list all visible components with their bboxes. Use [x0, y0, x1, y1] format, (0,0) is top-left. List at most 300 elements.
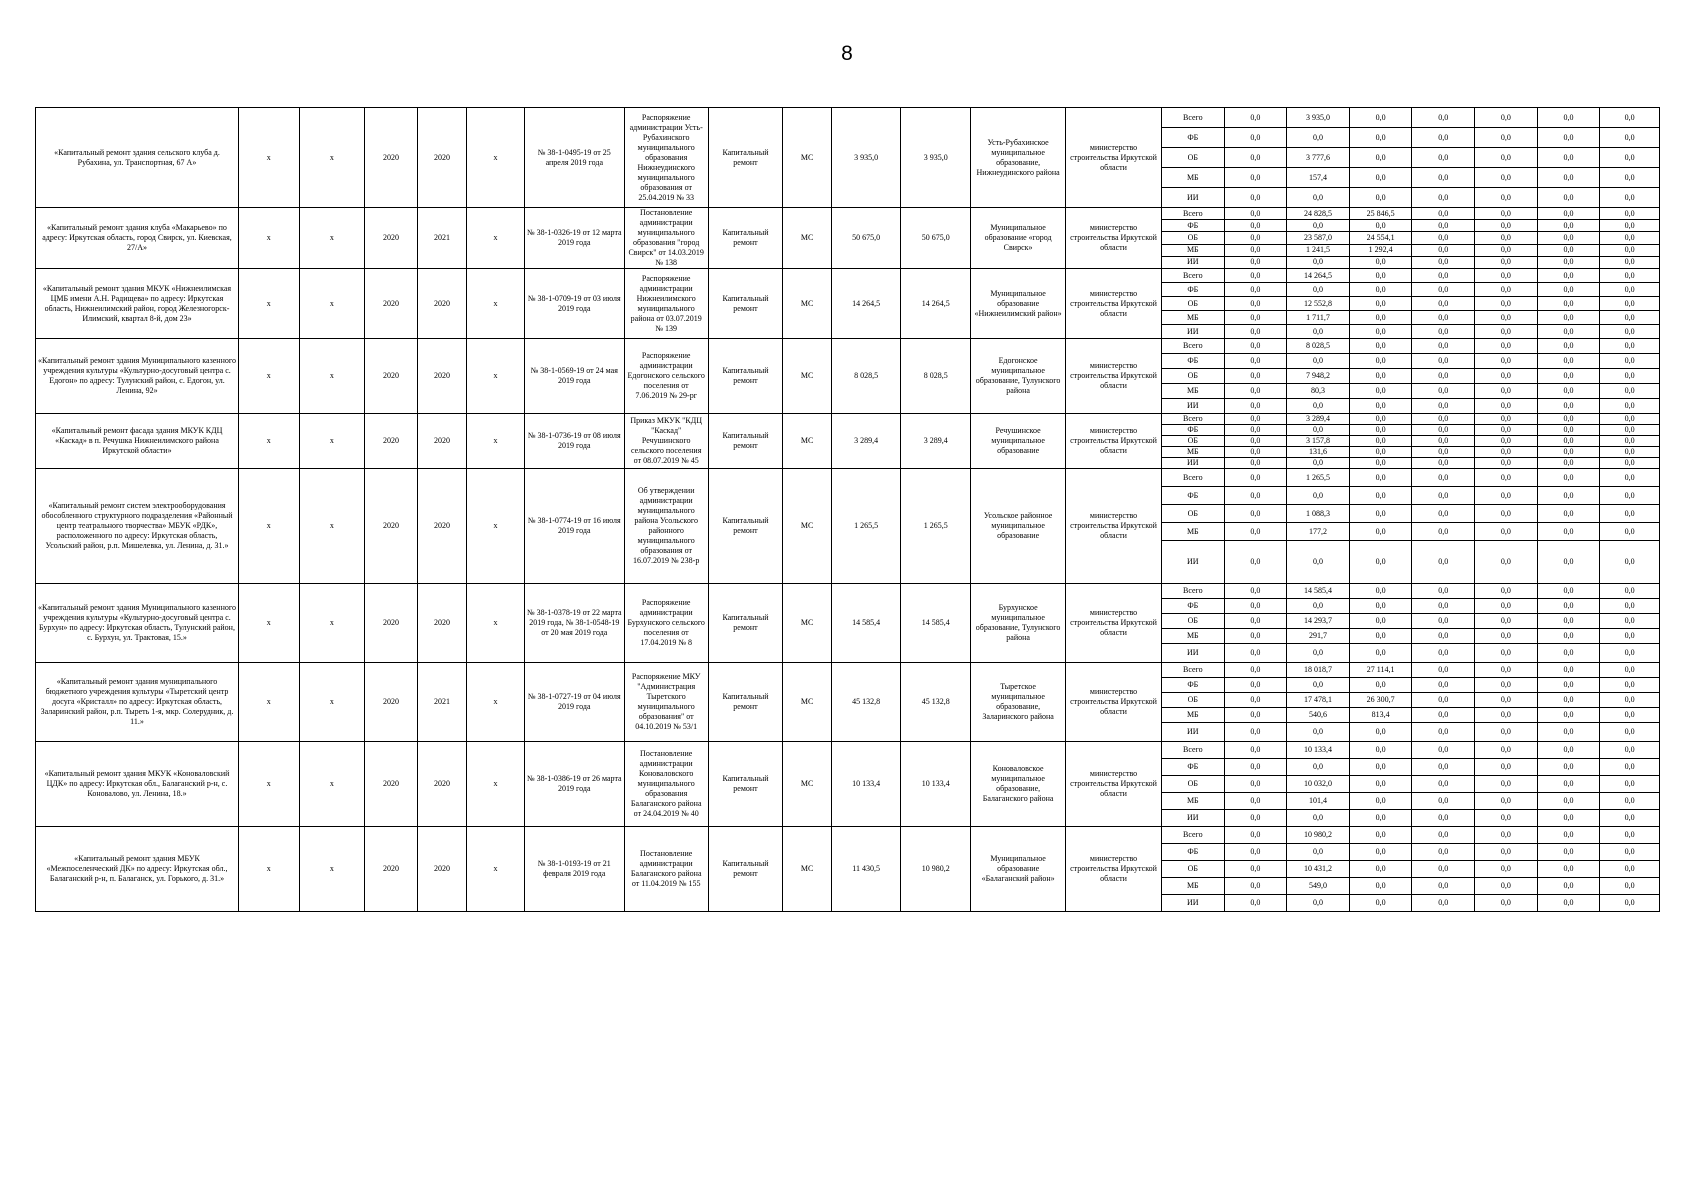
cell-ministry: министерство строительства Иркутской области	[1066, 827, 1162, 912]
amount-cell: 0,0	[1600, 128, 1660, 148]
funding-source-label: МБ	[1162, 708, 1225, 723]
cell-ministry: министерство строительства Иркутской области	[1066, 584, 1162, 663]
amount-cell: 0,0	[1224, 878, 1287, 895]
amount-cell: 0,0	[1287, 487, 1350, 505]
amount-cell: 0,0	[1537, 844, 1600, 861]
amount-cell: 0,0	[1412, 128, 1475, 148]
amount-cell: 0,0	[1412, 220, 1475, 232]
amount-cell: 0,0	[1475, 220, 1538, 232]
amount-cell: 0,0	[1349, 584, 1412, 599]
amount-cell: 0,0	[1349, 742, 1412, 759]
amount-cell: 0,0	[1600, 487, 1660, 505]
cell-expertise: № 38-1-0495-19 от 25 апреля 2019 года	[524, 108, 624, 208]
cell-decision: Распоряжение МКУ "Администрация Тыретского муниципального образования" от 04.10.2019 № 53/1	[624, 663, 708, 742]
amount-cell: 0,0	[1537, 614, 1600, 629]
amount-cell: 0,0	[1224, 487, 1287, 505]
funding-source-label: МБ	[1162, 878, 1225, 895]
amount-cell: 0,0	[1537, 283, 1600, 297]
amount-cell: 0,0	[1537, 861, 1600, 878]
cell-cost: 1 265,5	[831, 469, 901, 584]
cell-cost2: 45 132,8	[901, 663, 971, 742]
cell-cost: 11 430,5	[831, 827, 901, 912]
cell-c2: x	[239, 663, 300, 742]
funding-source-label: Всего	[1162, 108, 1225, 128]
amount-cell: 0,0	[1224, 810, 1287, 827]
amount-cell: 0,0	[1600, 108, 1660, 128]
amount-cell: 0,0	[1412, 614, 1475, 629]
amount-cell: 0,0	[1600, 793, 1660, 810]
amount-cell: 0,0	[1600, 447, 1660, 458]
amount-cell: 0,0	[1475, 447, 1538, 458]
amount-cell: 12 552,8	[1287, 297, 1350, 311]
cell-customer: Усольское районное муниципальное образование	[971, 469, 1066, 584]
amount-cell: 0,0	[1224, 523, 1287, 541]
amount-cell: 0,0	[1224, 644, 1287, 663]
cell-decision: Постановление администрации Коноваловского муниципального образования Балаганского района от 24.04.2019 № 40	[624, 742, 708, 827]
cell-c6: x	[467, 742, 525, 827]
amount-cell: 0,0	[1537, 208, 1600, 220]
funding-source-label: ИИ	[1162, 256, 1225, 268]
amount-cell: 157,4	[1287, 168, 1350, 188]
amount-cell: 0,0	[1475, 256, 1538, 268]
cell-c2: x	[239, 108, 300, 208]
amount-cell: 3 935,0	[1287, 108, 1350, 128]
amount-cell: 0,0	[1475, 469, 1538, 487]
amount-cell: 0,0	[1475, 487, 1538, 505]
funding-source-label: ИИ	[1162, 541, 1225, 584]
amount-cell: 3 777,6	[1287, 148, 1350, 168]
amount-cell: 18 018,7	[1287, 663, 1350, 678]
amount-cell: 0,0	[1600, 861, 1660, 878]
amount-cell: 14 585,4	[1287, 584, 1350, 599]
amount-cell: 0,0	[1349, 425, 1412, 436]
cell-c2: x	[239, 269, 300, 339]
amount-cell: 0,0	[1224, 844, 1287, 861]
amount-cell: 0,0	[1412, 244, 1475, 256]
amount-cell: 80,3	[1287, 384, 1350, 399]
amount-cell: 0,0	[1537, 584, 1600, 599]
funding-source-label: Всего	[1162, 584, 1225, 599]
amount-cell: 0,0	[1537, 505, 1600, 523]
amount-cell: 0,0	[1475, 861, 1538, 878]
cell-decision: Распоряжение администрации Едогонского сельского поселения от 7.06.2019 № 29-рг	[624, 339, 708, 414]
amount-cell: 0,0	[1224, 188, 1287, 208]
amount-cell: 17 478,1	[1287, 693, 1350, 708]
cell-customer: Муниципальное образование «Нижнеилимский район»	[971, 269, 1066, 339]
table-row	[36, 269, 1660, 283]
amount-cell: 0,0	[1349, 895, 1412, 912]
amount-cell: 0,0	[1600, 599, 1660, 614]
amount-cell: 0,0	[1349, 168, 1412, 188]
amount-cell: 0,0	[1224, 861, 1287, 878]
amount-cell: 0,0	[1349, 108, 1412, 128]
cell-start: 2020	[365, 339, 418, 414]
amount-cell: 0,0	[1224, 895, 1287, 912]
amount-cell: 0,0	[1537, 469, 1600, 487]
cell-cost: 10 133,4	[831, 742, 901, 827]
amount-cell: 0,0	[1287, 895, 1350, 912]
amount-cell: 0,0	[1412, 599, 1475, 614]
funding-source-label: ОБ	[1162, 369, 1225, 384]
amount-cell: 0,0	[1537, 644, 1600, 663]
amount-cell: 0,0	[1537, 878, 1600, 895]
amount-cell: 0,0	[1224, 220, 1287, 232]
amount-cell: 0,0	[1224, 708, 1287, 723]
amount-cell: 0,0	[1475, 188, 1538, 208]
funding-source-label: МБ	[1162, 793, 1225, 810]
amount-cell: 0,0	[1224, 469, 1287, 487]
amount-cell: 0,0	[1537, 776, 1600, 793]
amount-cell: 10 980,2	[1287, 827, 1350, 844]
amount-cell: 0,0	[1600, 759, 1660, 776]
cell-ownership: МС	[783, 208, 831, 269]
amount-cell: 0,0	[1412, 188, 1475, 208]
amount-cell: 0,0	[1349, 644, 1412, 663]
amount-cell: 0,0	[1537, 354, 1600, 369]
amount-cell: 0,0	[1412, 269, 1475, 283]
amount-cell: 0,0	[1600, 844, 1660, 861]
amount-cell: 0,0	[1600, 354, 1660, 369]
funding-source-label: ОБ	[1162, 776, 1225, 793]
amount-cell: 0,0	[1412, 723, 1475, 742]
cell-c6: x	[467, 339, 525, 414]
amount-cell: 0,0	[1349, 844, 1412, 861]
amount-cell: 540,6	[1287, 708, 1350, 723]
amount-cell: 0,0	[1349, 723, 1412, 742]
cell-customer: Муниципальное образование «город Свирск»	[971, 208, 1066, 269]
amount-cell: 3 157,8	[1287, 436, 1350, 447]
amount-cell: 0,0	[1600, 629, 1660, 644]
amount-cell: 0,0	[1537, 148, 1600, 168]
amount-cell: 0,0	[1412, 759, 1475, 776]
amount-cell: 0,0	[1412, 487, 1475, 505]
amount-cell: 0,0	[1537, 693, 1600, 708]
funding-source-label: Всего	[1162, 269, 1225, 283]
amount-cell: 7 948,2	[1287, 369, 1350, 384]
amount-cell: 0,0	[1600, 425, 1660, 436]
amount-cell: 0,0	[1600, 614, 1660, 629]
cell-start: 2020	[365, 827, 418, 912]
table-row	[36, 827, 1660, 844]
amount-cell: 0,0	[1224, 168, 1287, 188]
amount-cell: 0,0	[1475, 399, 1538, 414]
cell-ownership: МС	[783, 414, 831, 469]
amount-cell: 0,0	[1475, 354, 1538, 369]
amount-cell: 0,0	[1537, 663, 1600, 678]
amount-cell: 0,0	[1600, 469, 1660, 487]
amount-cell: 0,0	[1224, 759, 1287, 776]
amount-cell: 0,0	[1412, 827, 1475, 844]
amount-cell: 0,0	[1287, 759, 1350, 776]
amount-cell: 0,0	[1349, 283, 1412, 297]
amount-cell: 0,0	[1412, 354, 1475, 369]
cell-start: 2020	[365, 742, 418, 827]
amount-cell: 0,0	[1537, 759, 1600, 776]
amount-cell: 0,0	[1600, 256, 1660, 268]
amount-cell: 0,0	[1287, 644, 1350, 663]
cell-cost2: 10 133,4	[901, 742, 971, 827]
amount-cell: 0,0	[1537, 369, 1600, 384]
cell-cost: 3 289,4	[831, 414, 901, 469]
cell-cost2: 14 585,4	[901, 584, 971, 663]
cell-start: 2020	[365, 663, 418, 742]
amount-cell: 10 032,0	[1287, 776, 1350, 793]
amount-cell: 0,0	[1349, 487, 1412, 505]
amount-cell: 0,0	[1475, 844, 1538, 861]
cell-ownership: МС	[783, 108, 831, 208]
amount-cell: 0,0	[1600, 708, 1660, 723]
amount-cell: 0,0	[1412, 861, 1475, 878]
amount-cell: 0,0	[1287, 354, 1350, 369]
amount-cell: 0,0	[1475, 414, 1538, 425]
cell-expertise: № 38-1-0326-19 от 12 марта 2019 года	[524, 208, 624, 269]
amount-cell: 0,0	[1287, 256, 1350, 268]
amount-cell: 0,0	[1537, 447, 1600, 458]
amount-cell: 0,0	[1412, 505, 1475, 523]
amount-cell: 0,0	[1475, 895, 1538, 912]
amount-cell: 0,0	[1349, 759, 1412, 776]
amount-cell: 0,0	[1287, 723, 1350, 742]
amount-cell: 0,0	[1475, 369, 1538, 384]
funding-source-label: ИИ	[1162, 644, 1225, 663]
amount-cell: 0,0	[1412, 793, 1475, 810]
cell-cost2: 3 289,4	[901, 414, 971, 469]
amount-cell: 0,0	[1475, 325, 1538, 339]
cell-name: «Капитальный ремонт здания Муниципального казенного учреждения культуры «Культурно-досуговый центра с. Едогон» по адресу: Тулунский район, с. Едогон, ул. Ленина, 92»	[36, 339, 239, 414]
amount-cell: 0,0	[1412, 810, 1475, 827]
cell-name: «Капитальный ремонт здания Муниципального казенного учреждения культуры «Культурно-досуговый центра с. Бурхун» по адресу: Иркутская область, Тулунский район, с. Бурхун, ул. Трактовая, 15.»	[36, 584, 239, 663]
amount-cell: 0,0	[1537, 678, 1600, 693]
funding-source-label: ИИ	[1162, 810, 1225, 827]
amount-cell: 0,0	[1224, 283, 1287, 297]
funding-source-label: Всего	[1162, 469, 1225, 487]
amount-cell: 0,0	[1349, 148, 1412, 168]
investment-table	[35, 107, 1660, 912]
funding-source-label: Всего	[1162, 827, 1225, 844]
amount-cell: 0,0	[1537, 188, 1600, 208]
funding-source-label: ОБ	[1162, 232, 1225, 244]
cell-decision: Приказ МКУК "КДЦ "Каскад" Речушинского сельского поселения от 08.07.2019 № 45	[624, 414, 708, 469]
amount-cell: 25 846,5	[1349, 208, 1412, 220]
table-row	[36, 208, 1660, 220]
amount-cell: 0,0	[1600, 895, 1660, 912]
cell-work: Капитальный ремонт	[708, 827, 783, 912]
amount-cell: 0,0	[1475, 128, 1538, 148]
amount-cell: 0,0	[1287, 678, 1350, 693]
amount-cell: 0,0	[1224, 678, 1287, 693]
funding-source-label: ФБ	[1162, 759, 1225, 776]
amount-cell: 0,0	[1412, 541, 1475, 584]
amount-cell: 0,0	[1537, 827, 1600, 844]
cell-expertise: № 38-1-0386-19 от 26 марта 2019 года	[524, 742, 624, 827]
cell-start: 2020	[365, 269, 418, 339]
cell-start: 2020	[365, 414, 418, 469]
amount-cell: 0,0	[1475, 311, 1538, 325]
cell-cost2: 3 935,0	[901, 108, 971, 208]
amount-cell: 0,0	[1537, 723, 1600, 742]
amount-cell: 0,0	[1600, 644, 1660, 663]
cell-cost: 8 028,5	[831, 339, 901, 414]
amount-cell: 0,0	[1475, 458, 1538, 469]
amount-cell: 0,0	[1537, 458, 1600, 469]
cell-c6: x	[467, 414, 525, 469]
table-row	[36, 469, 1660, 487]
amount-cell: 8 028,5	[1287, 339, 1350, 354]
funding-source-label: ИИ	[1162, 895, 1225, 912]
amount-cell: 0,0	[1287, 599, 1350, 614]
cell-c2: x	[239, 469, 300, 584]
amount-cell: 0,0	[1224, 793, 1287, 810]
amount-cell: 0,0	[1349, 297, 1412, 311]
amount-cell: 0,0	[1224, 339, 1287, 354]
amount-cell: 0,0	[1475, 283, 1538, 297]
cell-decision: Распоряжение администрации Усть-Рубахинского муниципального образования Нижнеудинского муниципального образования от 25.04.2019 № 33	[624, 108, 708, 208]
cell-ownership: МС	[783, 339, 831, 414]
amount-cell: 0,0	[1412, 384, 1475, 399]
cell-c6: x	[467, 208, 525, 269]
amount-cell: 0,0	[1475, 614, 1538, 629]
cell-ministry: министерство строительства Иркутской области	[1066, 742, 1162, 827]
amount-cell: 1 292,4	[1349, 244, 1412, 256]
amount-cell: 3 289,4	[1287, 414, 1350, 425]
amount-cell: 0,0	[1412, 256, 1475, 268]
amount-cell: 0,0	[1475, 244, 1538, 256]
amount-cell: 0,0	[1224, 827, 1287, 844]
amount-cell: 549,0	[1287, 878, 1350, 895]
amount-cell: 0,0	[1224, 325, 1287, 339]
funding-source-label: ФБ	[1162, 678, 1225, 693]
amount-cell: 0,0	[1224, 447, 1287, 458]
cell-decision: Постановление администрации Балаганского района от 11.04.2019 № 155	[624, 827, 708, 912]
amount-cell: 0,0	[1475, 505, 1538, 523]
cell-c3: x	[299, 108, 365, 208]
amount-cell: 0,0	[1475, 708, 1538, 723]
table-row	[36, 339, 1660, 354]
amount-cell: 0,0	[1475, 810, 1538, 827]
amount-cell: 0,0	[1412, 742, 1475, 759]
cell-ministry: министерство строительства Иркутской области	[1066, 208, 1162, 269]
amount-cell: 0,0	[1600, 541, 1660, 584]
cell-name: «Капитальный ремонт здания сельского клуба д. Рубахина, ул. Транспортная, 67 А»	[36, 108, 239, 208]
amount-cell: 0,0	[1475, 584, 1538, 599]
amount-cell: 0,0	[1224, 311, 1287, 325]
amount-cell: 0,0	[1475, 663, 1538, 678]
amount-cell: 0,0	[1537, 108, 1600, 128]
amount-cell: 0,0	[1475, 425, 1538, 436]
amount-cell: 0,0	[1349, 414, 1412, 425]
amount-cell: 1 711,7	[1287, 311, 1350, 325]
amount-cell: 0,0	[1287, 220, 1350, 232]
cell-ownership: МС	[783, 584, 831, 663]
cell-work: Капитальный ремонт	[708, 663, 783, 742]
amount-cell: 0,0	[1287, 458, 1350, 469]
amount-cell: 0,0	[1412, 644, 1475, 663]
cell-name: «Капитальный ремонт здания МБУК «Межпоселенческий ДК» по адресу: Иркутская обл., Балаганский р-н, п. Балаганск, ул. Горького, д. 31.»	[36, 827, 239, 912]
amount-cell: 0,0	[1224, 742, 1287, 759]
amount-cell: 0,0	[1349, 384, 1412, 399]
amount-cell: 0,0	[1287, 810, 1350, 827]
amount-cell: 0,0	[1224, 269, 1287, 283]
amount-cell: 0,0	[1412, 663, 1475, 678]
amount-cell: 0,0	[1349, 447, 1412, 458]
cell-c6: x	[467, 663, 525, 742]
funding-source-label: ИИ	[1162, 325, 1225, 339]
funding-source-label: МБ	[1162, 168, 1225, 188]
cell-cost: 45 132,8	[831, 663, 901, 742]
amount-cell: 0,0	[1349, 436, 1412, 447]
cell-c3: x	[299, 414, 365, 469]
amount-cell: 0,0	[1349, 861, 1412, 878]
cell-cost: 3 935,0	[831, 108, 901, 208]
amount-cell: 0,0	[1600, 505, 1660, 523]
amount-cell: 0,0	[1349, 188, 1412, 208]
cell-customer: Едогонское муниципальное образование, Тулунского района	[971, 339, 1066, 414]
amount-cell: 0,0	[1224, 723, 1287, 742]
amount-cell: 0,0	[1349, 458, 1412, 469]
amount-cell: 0,0	[1600, 414, 1660, 425]
amount-cell: 0,0	[1349, 339, 1412, 354]
amount-cell: 0,0	[1600, 742, 1660, 759]
cell-c2: x	[239, 584, 300, 663]
amount-cell: 0,0	[1349, 269, 1412, 283]
table-body	[36, 108, 1660, 912]
cell-start: 2020	[365, 108, 418, 208]
amount-cell: 10 431,2	[1287, 861, 1350, 878]
amount-cell: 14 264,5	[1287, 269, 1350, 283]
amount-cell: 0,0	[1224, 541, 1287, 584]
amount-cell: 0,0	[1537, 297, 1600, 311]
amount-cell: 0,0	[1412, 523, 1475, 541]
cell-ministry: министерство строительства Иркутской области	[1066, 108, 1162, 208]
cell-name: «Капитальный ремонт здания МКУК «Нижнеилимская ЦМБ имени А.Н. Радищева» по адресу: Иркутская область, Нижнеилимский район, город Железногорск-Илимский, квартал 8-й, дом 23»	[36, 269, 239, 339]
amount-cell: 0,0	[1537, 793, 1600, 810]
amount-cell: 0,0	[1600, 148, 1660, 168]
amount-cell: 0,0	[1537, 487, 1600, 505]
cell-cost: 14 264,5	[831, 269, 901, 339]
amount-cell: 0,0	[1600, 311, 1660, 325]
cell-customer: Муниципальное образование «Балаганский район»	[971, 827, 1066, 912]
amount-cell: 0,0	[1349, 776, 1412, 793]
amount-cell: 0,0	[1412, 629, 1475, 644]
amount-cell: 0,0	[1537, 708, 1600, 723]
cell-c3: x	[299, 469, 365, 584]
funding-source-label: ИИ	[1162, 188, 1225, 208]
amount-cell: 0,0	[1537, 742, 1600, 759]
cell-ministry: министерство строительства Иркутской области	[1066, 269, 1162, 339]
amount-cell: 0,0	[1412, 584, 1475, 599]
cell-end: 2021	[417, 208, 466, 269]
cell-name: «Капитальный ремонт фасада здания МКУК КДЦ «Каскад» в п. Речушка Нижнеилимского района Иркутской области»	[36, 414, 239, 469]
funding-source-label: ФБ	[1162, 220, 1225, 232]
cell-c3: x	[299, 339, 365, 414]
amount-cell: 0,0	[1475, 693, 1538, 708]
cell-c2: x	[239, 414, 300, 469]
cell-expertise: № 38-1-0727-19 от 04 июля 2019 года	[524, 663, 624, 742]
cell-c6: x	[467, 269, 525, 339]
cell-expertise: № 38-1-0378-19 от 22 марта 2019 года, № 38-1-0548-19 от 20 мая 2019 года	[524, 584, 624, 663]
amount-cell: 0,0	[1349, 369, 1412, 384]
amount-cell: 0,0	[1412, 776, 1475, 793]
amount-cell: 0,0	[1537, 339, 1600, 354]
amount-cell: 0,0	[1537, 414, 1600, 425]
amount-cell: 0,0	[1537, 895, 1600, 912]
amount-cell: 0,0	[1475, 827, 1538, 844]
amount-cell: 0,0	[1224, 505, 1287, 523]
funding-source-label: ОБ	[1162, 148, 1225, 168]
amount-cell: 0,0	[1224, 693, 1287, 708]
amount-cell: 0,0	[1537, 256, 1600, 268]
amount-cell: 26 300,7	[1349, 693, 1412, 708]
